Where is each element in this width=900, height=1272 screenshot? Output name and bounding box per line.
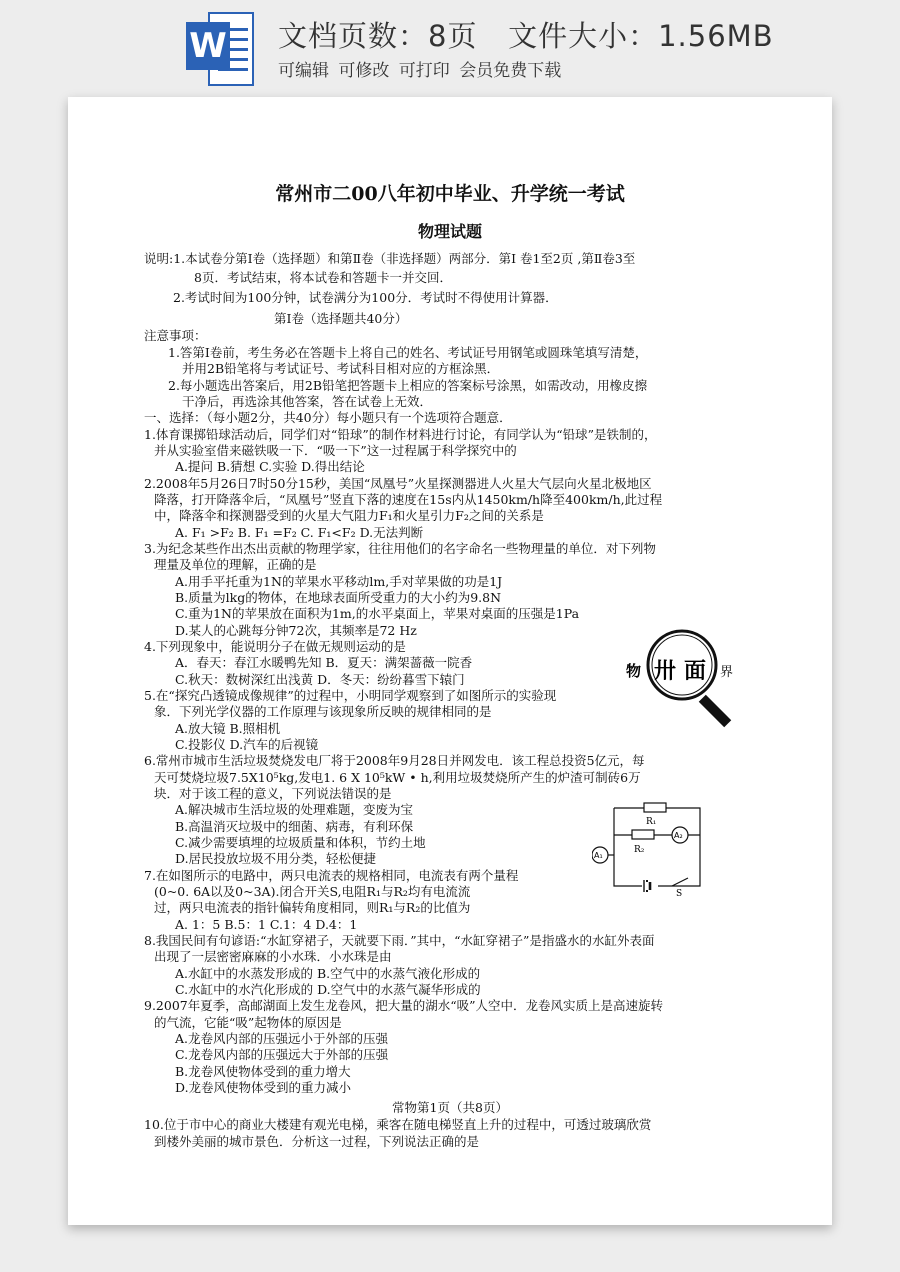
exam-title: 常州市二00八年初中毕业、升学统一考试 <box>275 183 625 205</box>
option-line: A.龙卷风内部的压强远小于外部的压强 <box>175 1031 389 1046</box>
option-line: A.水缸中的水蒸发形成的 B.空气中的水蒸气液化形成的 <box>175 966 481 981</box>
magnifier-lens-figure <box>624 623 748 729</box>
circuit-diagram <box>592 800 717 896</box>
lens-handle <box>699 695 732 728</box>
question-line: 4.下列现象中，能说明分子在做无规则运动的是 <box>144 639 406 654</box>
option-line: C.秋天：数树深红出浅黄 D．冬天：纷纷暮雪下辕门 <box>175 672 465 687</box>
question-line: 5.在“探究凸透镜成像规律”的过程中，小明同学观察到了如图所示的实验现 <box>144 688 557 703</box>
question-line: 并从实验室借来磁铁吸一下．“吸一下”这一过程属于科学探究中的 <box>154 443 517 458</box>
section-heading: 第Ⅰ卷（选择题共40分） <box>274 311 408 326</box>
option-line: A.用手平托重为1N的苹果水平移动lm,手对苹果做的功是1J <box>175 574 503 589</box>
circuit-wire <box>614 808 700 886</box>
label-s: S <box>676 889 683 896</box>
question-line: (0~0. 6A以及0~3A).闭合开关S,电阻R₁与R₂均有电流流 <box>154 884 471 899</box>
figure-label: 界 <box>720 665 734 680</box>
text-line: 2.考试时间为100分钟，试卷满分为100分．考试时不得使用计算器． <box>173 290 558 305</box>
option-line: A. F₁ >F₂ B. F₁ =F₂ C. F₁<F₂ D.无法判断 <box>175 525 424 540</box>
question-line: 8.我国民间有句谚语:“水缸穿裙子，天就要下雨．”其中，“水缸穿裙子”是指盛水的水缸外表面 <box>144 933 655 948</box>
option-line: C.减少需要填埋的垃圾质量和体积，节约土地 <box>175 835 426 850</box>
question-line: 10.位于市中心的商业大楼建有观光电梯，乘客在随电梯竖直上升的过程中，可透过玻璃欣赏 <box>144 1117 652 1132</box>
question-line: 6.常州市城市生活垃圾焚烧发电厂将于2008年9月28日并网发电．该工程总投资5亿元，每 <box>144 753 645 768</box>
question-line: 降落，打开降落伞后，“凤凰号”竖直下落的速度在15s内从1450km/h降至400km/h,此过程 <box>154 492 663 507</box>
text-line: 2.每小题选出答案后，用2B铅笔把答题卡上相应的答案标号涂黑，如需改动，用橡皮擦 <box>168 378 648 393</box>
question-line: 块．对于该工程的意义，下列说法错误的是 <box>154 786 392 801</box>
label-a2: A₂ <box>674 831 683 840</box>
question-line: 7.在如图所示的电路中，两只电流表的规格相同，电流表有两个量程 <box>144 868 519 883</box>
text-line: 一、选择：（每小题2分，共40分）每小题只有一个选项符合题意． <box>144 410 512 425</box>
text-line: 并用2B铅笔将与考试证号、考试科目相对应的方框涂黑． <box>182 361 500 376</box>
figure-label: 卅 <box>654 659 677 684</box>
option-line: C.重为1N的苹果放在面积为1m,的水平桌面上，苹果对桌面的压强是1Pa <box>175 606 580 621</box>
option-line: C.投影仪 D.汽车的后视镜 <box>175 737 319 752</box>
option-line: D.某人的心跳每分钟72次，其频率是72 Hz <box>175 623 417 638</box>
text-line: 说明:1.本试卷分第Ⅰ卷（选择题）和第Ⅱ卷（非选择题）两部分．第Ⅰ 卷1至2页 ,第Ⅱ卷3至 <box>144 251 636 266</box>
document-page <box>68 97 832 1225</box>
download-banner <box>0 0 900 96</box>
question-line: 2.2008年5月26日7时50分15秒，美国“凤凰号”火星探测器进人火星大气层向火星北极地区 <box>144 476 652 491</box>
question-line: 到楼外美丽的城市景色．分析这一过程，下列说法正确的是 <box>154 1134 480 1149</box>
question-line: 天可焚烧垃圾7.5X10⁵kg,发电1. 6 X 10⁵kW • h,利用垃圾焚烧所产生的炉渣可制砖6万 <box>154 770 641 785</box>
question-line: 理量及单位的理解，正确的是 <box>154 557 317 572</box>
option-line: B.高温消灭垃圾中的细菌、病毒，有利环保 <box>175 819 414 834</box>
word-w-glyph: W <box>186 22 230 70</box>
question-line: 过，两只电流表的指针偏转角度相同，则R₁与R₂的比值为 <box>154 900 471 915</box>
question-line: 1.体育课掷铅球活动后，同学们对“铅球”的制作材料进行讨论，有同学认为“铅球”是铁制的， <box>144 427 657 442</box>
question-line: 9.2007年夏季，高邮湖面上发生龙卷风，把大量的湖水“吸”人空中．龙卷风实质上是高速旋转 <box>144 998 664 1013</box>
option-line: B.质量为lkg的物体，在地球表面所受重力的大小约为9.8N <box>175 590 502 605</box>
label-a1: A₁ <box>594 851 603 860</box>
text-line: 注意事项： <box>144 328 207 343</box>
text-line: 干净后，再选涂其他答案，答在试卷上无效． <box>182 394 433 409</box>
switch-s <box>672 878 688 886</box>
text-line: 1.答第Ⅰ卷前，考生务必在答题卡上将自己的姓名、考试证号用钢笔或圆珠笔填写清楚， <box>168 345 648 360</box>
page-footer: 常物第1页（共8页） <box>392 1100 508 1115</box>
resistor-r2 <box>632 830 654 839</box>
option-line: A.解决城市生活垃圾的处理难题，变废为宝 <box>175 802 414 817</box>
option-line: D.居民投放垃圾不用分类，轻松便捷 <box>175 851 377 866</box>
option-line: D.龙卷风使物体受到的重力减小 <box>175 1080 352 1095</box>
question-line: 的气流，它能“吸”起物体的原因是 <box>154 1015 342 1030</box>
question-line: 出现了一层密密麻麻的小水珠．小水珠是由 <box>154 949 392 964</box>
exam-subtitle: 物理试题 <box>417 222 482 241</box>
banner-subtitle: 可编辑 可修改 可打印 会员免费下载 <box>278 61 562 81</box>
option-line: C.水缸中的水汽化形成的 D.空气中的水蒸气凝华形成的 <box>175 982 481 997</box>
option-line: B.龙卷风使物体受到的重力增大 <box>175 1064 351 1079</box>
option-line: C.龙卷风内部的压强远大于外部的压强 <box>175 1047 389 1062</box>
question-line: 3.为纪念某些作出杰出贡献的物理学家，往往用他们的名字命名一些物理量的单位．对下列物 <box>144 541 656 556</box>
banner-title: 文档页数：8页 文件大小：1.56MB <box>278 19 774 53</box>
resistor-r1 <box>644 803 666 812</box>
figure-label: 物 <box>626 662 642 680</box>
word-document-icon <box>186 10 256 90</box>
option-line: A.提问 B.猜想 C.实验 D.得出结论 <box>175 459 365 474</box>
option-line: A．春天：春江水暖鸭先知 B．夏天：满架蔷薇一院香 <box>175 655 473 670</box>
option-line: A. 1：5 B.5：1 C.1：4 D.4：1 <box>175 917 358 932</box>
option-line: A.放大镜 B.照相机 <box>175 721 281 736</box>
label-r1: R₁ <box>646 817 657 827</box>
label-r2: R₂ <box>634 845 645 855</box>
figure-label: 面 <box>684 659 707 684</box>
question-line: 象．下列光学仪器的工作原理与该现象所反映的规律相同的是 <box>154 704 492 719</box>
question-line: 中，降落伞和探测器受到的火星大气阻力F₁和火星引力F₂之间的关系是 <box>154 508 544 523</box>
text-line: 8页．考试结束，将本试卷和答题卡一并交回． <box>194 270 452 285</box>
